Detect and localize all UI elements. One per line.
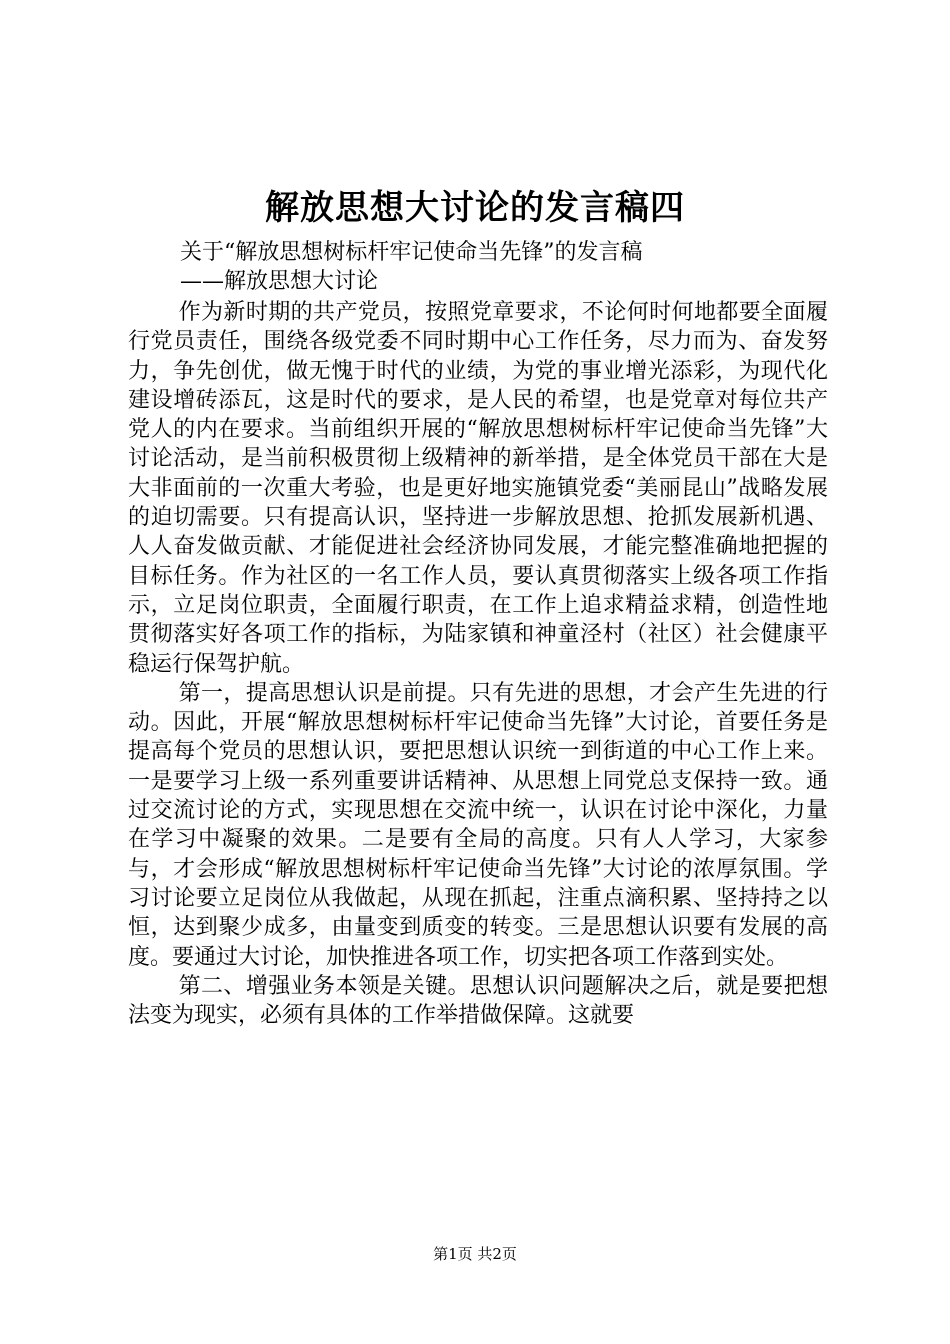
document-body [128, 298, 828, 1030]
body-paragraph: 作为新时期的共产党员，按照党章要求，不论何时何地都要全面履行党员责任，围绕各级党委不同时期中心工作任务，尽力而为、奋发努力，争先创优，做无愧于时代的业绩，为党的事业增光添彩，为现代化建设增砖添瓦，这是时代的要求，是人民的希望，也是党章对每位共产党人的内在要求。当前组织开展的“解放思想树标杆牢记使命当先锋”大讨论活动，是当前积极贯彻上级精神的新举措，是全体党员干部在大是大非面前的一次重大考验，也是更好地实施镇党委“美丽昆山”战略发展的迫切需要。只有提高认识，坚持进一步解放思想、抢抓发展新机遇、人人奋发做贡献、才能促进社会经济协同发展，才能完整准确地把握的目标任务。作为社区的一名工作人员，要认真贯彻落实上级各项工作指示，立足岗位职责，全面履行职责，在工作上追求精益求精，创造性地贯彻落实好各项工作的指标，为陆家镇和神童泾村（社区）社会健康平稳运行保驾护航。 [128, 300, 828, 677]
document-subtitle: 关于“解放思想树标杆牢记使命当先锋”的发言稿 [180, 240, 643, 265]
body-paragraph: 第一，提高思想认识是前提。只有先进的思想，才会产生先进的行动。因此，开展“解放思想树标杆牢记使命当先锋”大讨论，首要任务是提高每个党员的思想认识，要把思想认识统一到街道的中心工作上来。一是要学习上级一系列重要讲话精神、从思想上同党总支保持一致。通过交流讨论的方式，实现思想在交流中统一，认识在讨论中深化，力量在学习中凝聚的效果。二是要有全局的高度。只有人人学习，大家参与，才会形成“解放思想树标杆牢记使命当先锋”大讨论的浓厚氛围。学习讨论要立足岗位从我做起，从现在抓起，注重点滴积累、坚持持之以恒，达到聚少成多，由量变到质变的转变。三是思想认识要有发展的高度。要通过大讨论，加快推进各项工作，切实把各项工作落到实处。 [128, 680, 828, 970]
page-number-footer: 第1页 共2页 [433, 1245, 517, 1263]
body-paragraph: 第二、增强业务本领是关键。思想认识问题解决之后，就是要把想法变为现实，必须有具体的工作举措做保障。这就要 [128, 973, 828, 1029]
document-subtitle-dash: ——解放思想大讨论 [180, 269, 379, 294]
document-title: 解放思想大讨论的发言稿四 [265, 188, 685, 228]
